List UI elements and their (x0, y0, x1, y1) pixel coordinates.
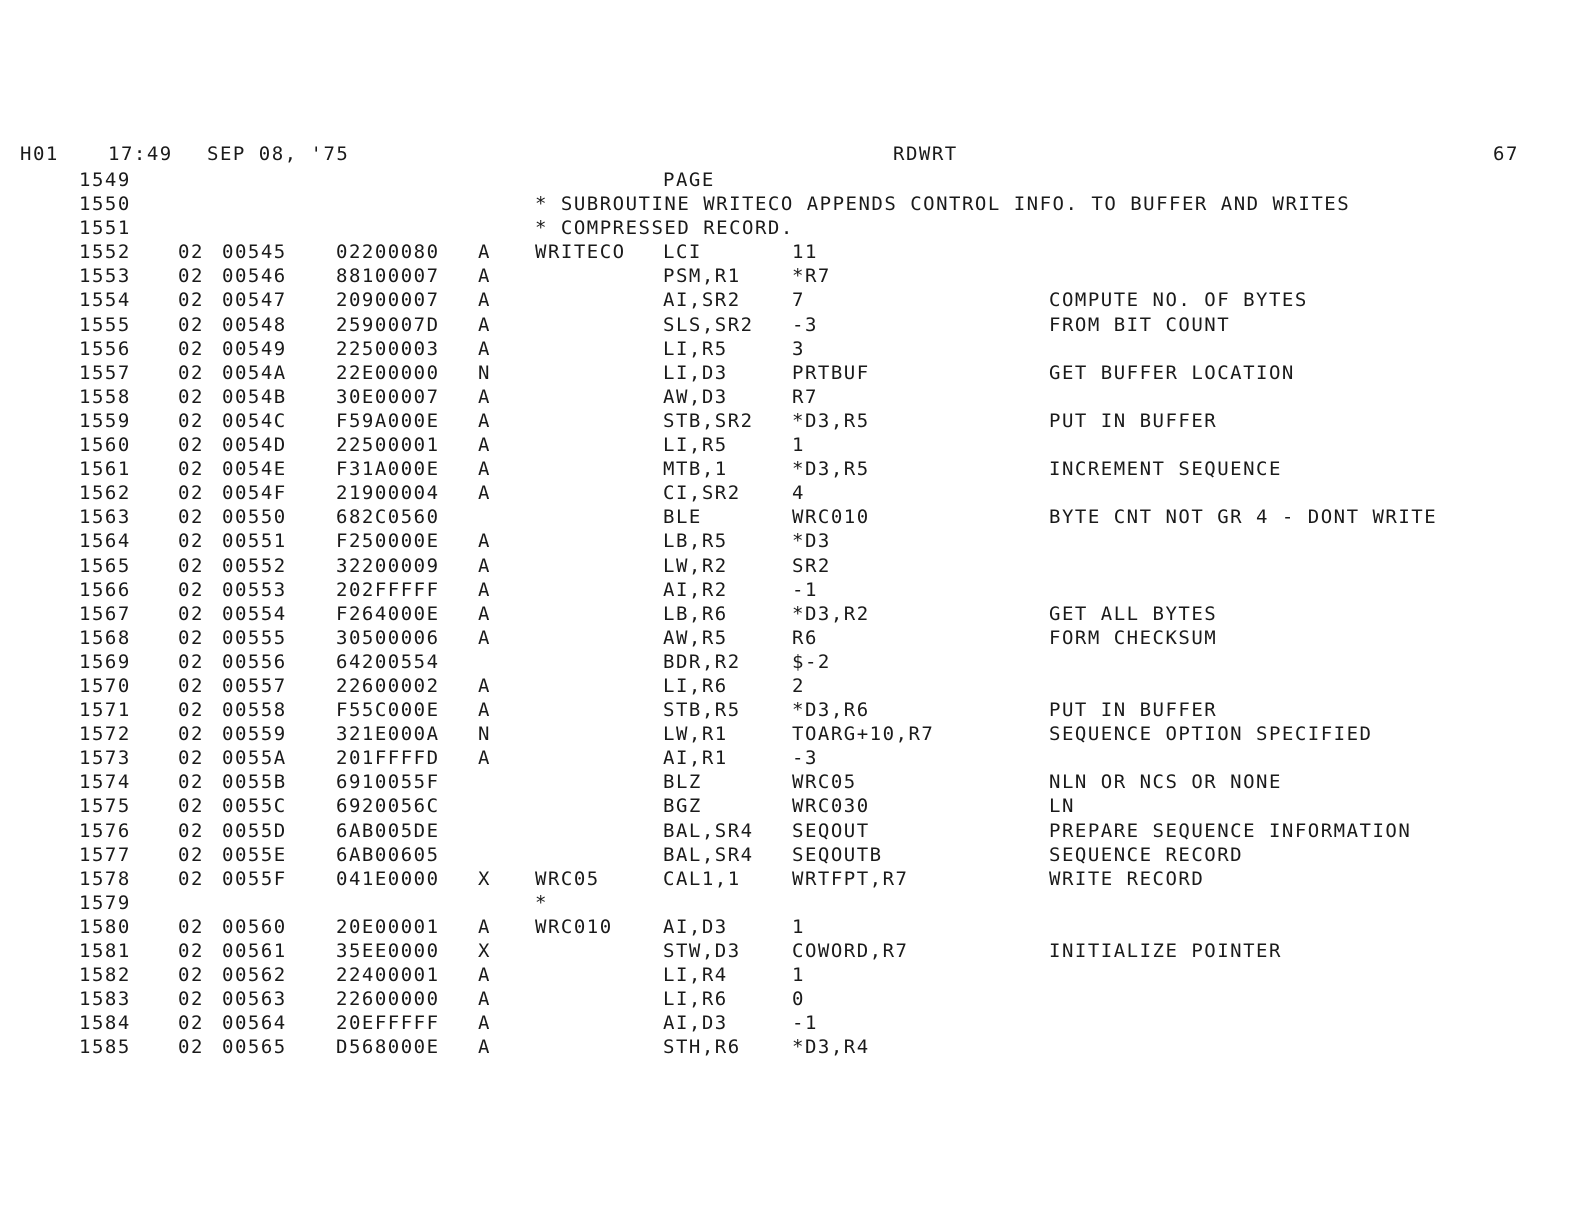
operand: SEQOUT (792, 819, 870, 842)
listing-row (0, 457, 1584, 481)
operand: 1 (792, 434, 805, 457)
operand: 3 (792, 337, 805, 360)
relocation-flag: A (478, 409, 491, 432)
listing-row (0, 337, 1584, 361)
line-number: 1570 (79, 674, 131, 697)
listing-row (0, 891, 1584, 915)
listing-row (0, 963, 1584, 987)
operand: *D3,R5 (792, 458, 870, 481)
line-number: 1557 (79, 361, 131, 384)
object-word: 20EFFFFF (336, 1012, 440, 1035)
line-number: 1565 (79, 554, 131, 577)
section-number: 02 (178, 506, 204, 529)
listing-row (0, 1035, 1584, 1059)
listing-row (0, 361, 1584, 385)
line-number: 1572 (79, 723, 131, 746)
line-number: 1561 (79, 458, 131, 481)
object-word: 64200554 (336, 650, 440, 673)
comment: PUT IN BUFFER (1049, 699, 1218, 722)
relocation-flag: A (478, 626, 491, 649)
header-time: 17:49 (108, 143, 173, 165)
listing-row (0, 602, 1584, 626)
listing-row (0, 674, 1584, 698)
relocation-flag: A (478, 434, 491, 457)
relocation-flag: N (478, 723, 491, 746)
opcode: LCI (663, 241, 702, 264)
address: 00564 (222, 1012, 287, 1035)
opcode: MTB,1 (663, 458, 728, 481)
line-number: 1576 (79, 819, 131, 842)
relocation-flag: A (478, 747, 491, 770)
relocation-flag: X (478, 940, 491, 962)
operand: 11 (792, 241, 818, 264)
line-number: 1550 (79, 193, 131, 216)
operand: -1 (792, 1012, 818, 1035)
object-word: 30E00007 (336, 385, 440, 408)
operand: 7 (792, 289, 805, 312)
section-number: 02 (178, 674, 204, 697)
address: 0055A (222, 747, 287, 770)
operand: *D3 (792, 530, 831, 553)
comment: LN (1049, 795, 1075, 818)
label: WRC05 (535, 867, 600, 890)
line-number: 1580 (79, 915, 131, 938)
relocation-flag: N (478, 361, 491, 384)
line-number: 1559 (79, 409, 131, 432)
address: 00554 (222, 602, 287, 625)
operand: *D3,R6 (792, 699, 870, 722)
address: 00547 (222, 289, 287, 312)
section-number: 02 (178, 434, 204, 457)
opcode: BDR,R2 (663, 650, 741, 673)
listing-row (0, 915, 1584, 939)
operand: 1 (792, 915, 805, 938)
line-number: 1554 (79, 289, 131, 312)
listing-row (0, 385, 1584, 409)
opcode: AI,SR2 (663, 289, 741, 312)
address: 0054C (222, 409, 287, 432)
operand: 4 (792, 482, 805, 505)
object-word: 22E00000 (336, 361, 440, 384)
line-number: 1568 (79, 626, 131, 649)
section-number: 02 (178, 530, 204, 553)
line-number: 1549 (79, 169, 131, 191)
opcode: LB,R6 (663, 602, 728, 625)
label: WRITECO (535, 241, 626, 264)
relocation-flag: A (478, 915, 491, 938)
section-number: 02 (178, 241, 204, 264)
line-number: 1553 (79, 265, 131, 288)
address: 0055E (222, 843, 287, 866)
section-number: 02 (178, 289, 204, 312)
opcode: AW,R5 (663, 626, 728, 649)
address: 0055F (222, 867, 287, 890)
relocation-flag: A (478, 1012, 491, 1035)
line-number: 1563 (79, 506, 131, 529)
section-number: 02 (178, 650, 204, 673)
address: 00551 (222, 530, 287, 553)
header-page-number: 67 (1493, 143, 1519, 165)
comment-text: * (535, 891, 548, 914)
address: 00560 (222, 915, 287, 938)
section-number: 02 (178, 409, 204, 432)
operand: 0 (792, 988, 805, 1011)
section-number: 02 (178, 940, 204, 962)
line-number: 1551 (79, 217, 131, 240)
listing-row (0, 554, 1584, 578)
comment: NLN OR NCS OR NONE (1049, 771, 1282, 794)
object-word: F250000E (336, 530, 440, 553)
address: 00558 (222, 699, 287, 722)
object-word: 6910055F (336, 771, 440, 794)
relocation-flag: A (478, 458, 491, 481)
comment-text: * COMPRESSED RECORD. (535, 217, 794, 240)
address: 00563 (222, 988, 287, 1011)
address: 0054F (222, 482, 287, 505)
opcode: BLE (663, 506, 702, 529)
comment: FROM BIT COUNT (1049, 313, 1231, 336)
opcode: LI,D3 (663, 361, 728, 384)
object-word: 20900007 (336, 289, 440, 312)
object-word: 30500006 (336, 626, 440, 649)
line-number: 1567 (79, 602, 131, 625)
relocation-flag: A (478, 964, 491, 987)
listing-row (0, 505, 1584, 529)
line-number: 1556 (79, 337, 131, 360)
relocation-flag: A (478, 1036, 491, 1059)
relocation-flag: A (478, 602, 491, 625)
section-number: 02 (178, 578, 204, 601)
comment: SEQUENCE RECORD (1049, 843, 1244, 866)
relocation-flag: A (478, 530, 491, 553)
operand: WRTFPT,R7 (792, 867, 909, 890)
label: WRC010 (535, 915, 613, 938)
relocation-flag: X (478, 867, 491, 890)
line-number: 1583 (79, 988, 131, 1011)
relocation-flag: A (478, 289, 491, 312)
object-word: F59A000E (336, 409, 440, 432)
line-number: 1562 (79, 482, 131, 505)
section-number: 02 (178, 337, 204, 360)
line-number: 1571 (79, 699, 131, 722)
opcode: SLS,SR2 (663, 313, 754, 336)
line-number: 1579 (79, 891, 131, 914)
opcode: AW,D3 (663, 385, 728, 408)
section-number: 02 (178, 747, 204, 770)
relocation-flag: A (478, 241, 491, 264)
listing-row (0, 1011, 1584, 1035)
line-number: 1558 (79, 385, 131, 408)
object-word: 20E00001 (336, 915, 440, 938)
listing-row (0, 650, 1584, 674)
relocation-flag: A (478, 482, 491, 505)
line-number: 1575 (79, 795, 131, 818)
opcode: BGZ (663, 795, 702, 818)
object-word: 321E000A (336, 723, 440, 746)
address: 00549 (222, 337, 287, 360)
operand: PRTBUF (792, 361, 870, 384)
section-number: 02 (178, 867, 204, 890)
line-number: 1564 (79, 530, 131, 553)
address: 00550 (222, 506, 287, 529)
object-word: 35EE0000 (336, 940, 440, 962)
listing-row (0, 409, 1584, 433)
listing-row (0, 867, 1584, 891)
operand: R6 (792, 626, 818, 649)
opcode: LI,R6 (663, 988, 728, 1011)
operand: 2 (792, 674, 805, 697)
object-word: 22400001 (336, 964, 440, 987)
object-word: 682C0560 (336, 506, 440, 529)
comment: COMPUTE NO. OF BYTES (1049, 289, 1308, 312)
comment: GET ALL BYTES (1049, 602, 1218, 625)
header-id: H01 (20, 143, 59, 165)
operand: *D3,R5 (792, 409, 870, 432)
section-number: 02 (178, 795, 204, 818)
address: 00561 (222, 940, 287, 962)
listing-row (0, 240, 1584, 264)
comment-text: * SUBROUTINE WRITECO APPENDS CONTROL INFO. TO BUFFER AND WRITES (535, 193, 1351, 216)
opcode: LW,R2 (663, 554, 728, 577)
opcode: PAGE (663, 169, 715, 191)
line-number: 1577 (79, 843, 131, 866)
object-word: F31A000E (336, 458, 440, 481)
operand: -3 (792, 313, 818, 336)
listing-row (0, 746, 1584, 770)
object-word: 2590007D (336, 313, 440, 336)
relocation-flag: A (478, 337, 491, 360)
opcode: BAL,SR4 (663, 819, 754, 842)
address: 00552 (222, 554, 287, 577)
address: 00553 (222, 578, 287, 601)
section-number: 02 (178, 265, 204, 288)
opcode: LI,R5 (663, 337, 728, 360)
comment: FORM CHECKSUM (1049, 626, 1218, 649)
opcode: STB,SR2 (663, 409, 754, 432)
line-number: 1581 (79, 940, 131, 962)
relocation-flag: A (478, 313, 491, 336)
object-word: 6AB00605 (336, 843, 440, 866)
section-number: 02 (178, 915, 204, 938)
line-number: 1566 (79, 578, 131, 601)
relocation-flag: A (478, 265, 491, 288)
section-number: 02 (178, 458, 204, 481)
opcode: STH,R6 (663, 1036, 741, 1059)
object-word: 201FFFFD (336, 747, 440, 770)
line-number: 1584 (79, 1012, 131, 1035)
page-header (0, 143, 1584, 169)
line-number: 1574 (79, 771, 131, 794)
opcode: CI,SR2 (663, 482, 741, 505)
listing-row (0, 216, 1584, 240)
object-word: 041E0000 (336, 867, 440, 890)
line-number: 1573 (79, 747, 131, 770)
object-word: F55C000E (336, 699, 440, 722)
listing-row (0, 578, 1584, 602)
object-word: 02200080 (336, 241, 440, 264)
address: 0054A (222, 361, 287, 384)
operand: -1 (792, 578, 818, 601)
operand: COWORD,R7 (792, 940, 909, 962)
object-word: 21900004 (336, 482, 440, 505)
object-word: 22600000 (336, 988, 440, 1011)
section-number: 02 (178, 1036, 204, 1059)
address: 0054B (222, 385, 287, 408)
listing-row (0, 433, 1584, 457)
object-word: F264000E (336, 602, 440, 625)
line-number: 1555 (79, 313, 131, 336)
listing-row (0, 529, 1584, 553)
relocation-flag: A (478, 699, 491, 722)
section-number: 02 (178, 964, 204, 987)
listing-row (0, 288, 1584, 312)
opcode: AI,R1 (663, 747, 728, 770)
address: 0054E (222, 458, 287, 481)
object-word: 88100007 (336, 265, 440, 288)
object-word: 202FFFFF (336, 578, 440, 601)
comment: PREPARE SEQUENCE INFORMATION (1049, 819, 1412, 842)
header-date: SEP 08, '75 (207, 143, 350, 165)
listing-row (0, 313, 1584, 337)
section-number: 02 (178, 554, 204, 577)
operand: WRC030 (792, 795, 870, 818)
line-number: 1560 (79, 434, 131, 457)
opcode: BLZ (663, 771, 702, 794)
relocation-flag: A (478, 988, 491, 1011)
relocation-flag: A (478, 385, 491, 408)
operand: WRC05 (792, 771, 857, 794)
address: 00556 (222, 650, 287, 673)
address: 0055C (222, 795, 287, 818)
object-word: 6920056C (336, 795, 440, 818)
listing-row (0, 481, 1584, 505)
object-word: D568000E (336, 1036, 440, 1059)
address: 00565 (222, 1036, 287, 1059)
section-number: 02 (178, 699, 204, 722)
opcode: LW,R1 (663, 723, 728, 746)
opcode: LI,R6 (663, 674, 728, 697)
operand: *D3,R4 (792, 1036, 870, 1059)
section-number: 02 (178, 313, 204, 336)
object-word: 22500003 (336, 337, 440, 360)
line-number: 1552 (79, 241, 131, 264)
section-number: 02 (178, 843, 204, 866)
line-number: 1569 (79, 650, 131, 673)
listing-row (0, 819, 1584, 843)
operand: $-2 (792, 650, 831, 673)
opcode: STB,R5 (663, 699, 741, 722)
comment: WRITE RECORD (1049, 867, 1205, 890)
section-number: 02 (178, 819, 204, 842)
listing-row (0, 722, 1584, 746)
section-number: 02 (178, 988, 204, 1011)
operand: R7 (792, 385, 818, 408)
listing-row (0, 626, 1584, 650)
opcode: LI,R4 (663, 964, 728, 987)
opcode: STW,D3 (663, 940, 741, 962)
address: 0055D (222, 819, 287, 842)
line-number: 1578 (79, 867, 131, 890)
operand: TOARG+10,R7 (792, 723, 935, 746)
listing-row (0, 843, 1584, 867)
object-word: 32200009 (336, 554, 440, 577)
section-number: 02 (178, 385, 204, 408)
opcode: BAL,SR4 (663, 843, 754, 866)
opcode: AI,D3 (663, 1012, 728, 1035)
object-word: 6AB005DE (336, 819, 440, 842)
opcode: PSM,R1 (663, 265, 741, 288)
opcode: LI,R5 (663, 434, 728, 457)
address: 00545 (222, 241, 287, 264)
relocation-flag: A (478, 578, 491, 601)
listing-row (0, 939, 1584, 963)
comment: PUT IN BUFFER (1049, 409, 1218, 432)
listing-row (0, 987, 1584, 1011)
section-number: 02 (178, 626, 204, 649)
operand: *R7 (792, 265, 831, 288)
operand: -3 (792, 747, 818, 770)
opcode: LB,R5 (663, 530, 728, 553)
address: 00555 (222, 626, 287, 649)
section-number: 02 (178, 1012, 204, 1035)
comment: INITIALIZE POINTER (1049, 940, 1282, 962)
listing-row (0, 192, 1584, 216)
operand: WRC010 (792, 506, 870, 529)
opcode: AI,R2 (663, 578, 728, 601)
object-word: 22600002 (336, 674, 440, 697)
object-word: 22500001 (336, 434, 440, 457)
section-number: 02 (178, 723, 204, 746)
address: 0054D (222, 434, 287, 457)
listing-row (0, 794, 1584, 818)
comment: GET BUFFER LOCATION (1049, 361, 1295, 384)
assembly-listing (0, 168, 1584, 1059)
section-number: 02 (178, 771, 204, 794)
address: 00546 (222, 265, 287, 288)
opcode: CAL1,1 (663, 867, 741, 890)
address: 0055B (222, 771, 287, 794)
line-number: 1585 (79, 1036, 131, 1059)
comment: SEQUENCE OPTION SPECIFIED (1049, 723, 1373, 746)
header-title: RDWRT (893, 143, 958, 165)
address: 00557 (222, 674, 287, 697)
address: 00548 (222, 313, 287, 336)
operand: 1 (792, 964, 805, 987)
section-number: 02 (178, 482, 204, 505)
listing-row (0, 168, 1584, 192)
operand: SR2 (792, 554, 831, 577)
listing-row (0, 264, 1584, 288)
comment: INCREMENT SEQUENCE (1049, 458, 1282, 481)
line-number: 1582 (79, 964, 131, 987)
address: 00559 (222, 723, 287, 746)
relocation-flag: A (478, 554, 491, 577)
listing-row (0, 698, 1584, 722)
section-number: 02 (178, 361, 204, 384)
relocation-flag: A (478, 674, 491, 697)
comment: BYTE CNT NOT GR 4 - DONT WRITE (1049, 506, 1438, 529)
listing-row (0, 770, 1584, 794)
operand: SEQOUTB (792, 843, 883, 866)
opcode: AI,D3 (663, 915, 728, 938)
address: 00562 (222, 964, 287, 987)
section-number: 02 (178, 602, 204, 625)
operand: *D3,R2 (792, 602, 870, 625)
